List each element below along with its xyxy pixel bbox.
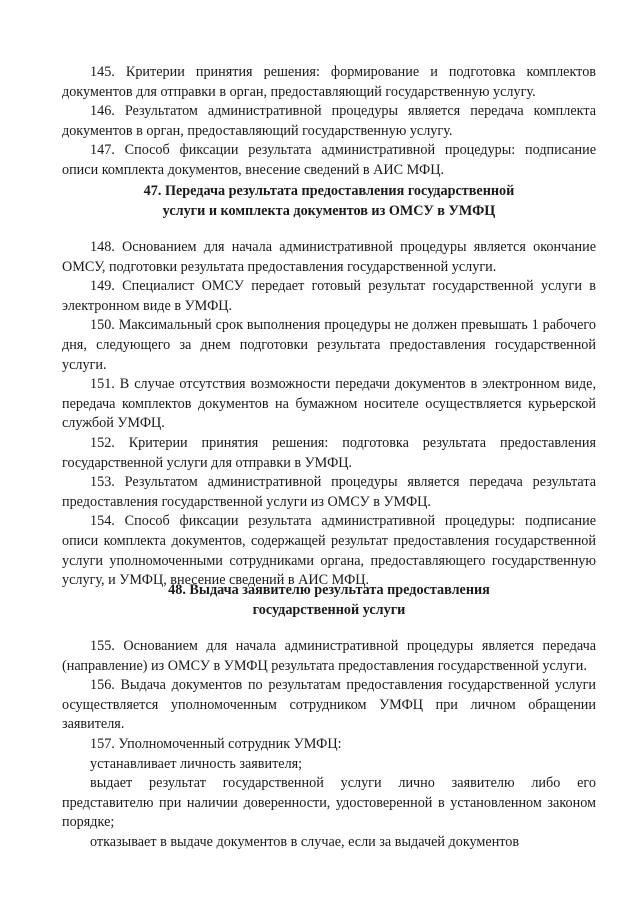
paragraph-148: 148. Основанием для начала административной процедуры является окончание ОМСУ, подготовки результата предоставления государственной услуги. — [62, 239, 596, 275]
paragraph-150: 150. Максимальный срок выполнения процедуры не должен превышать 1 рабочего дня, следующего за днем подготовки результата предоставления государственной услуги. — [62, 317, 596, 373]
list-item-refuse: отказывает в выдаче документов в случае, если за выдачей документов — [90, 833, 520, 850]
paragraph-146: 146. Результатом административной процедуры является передача комплекта документов в орган, предоставляющий государственную услугу. — [62, 103, 596, 139]
paragraph-147: 147. Способ фиксации результата административной процедуры: подписание описи комплекта документов, внесение сведений в АИС МФЦ. — [62, 142, 596, 178]
paragraph-156: 156. Выдача документов по результатам предоставления государственной услуги осуществляется уполномоченным сотрудником УМФЦ при личном обращении заявителя. — [62, 677, 596, 733]
section-47-heading-line2: услуги и комплекта документов из ОМСУ в УМФЦ — [162, 202, 496, 219]
paragraph-153: 153. Результатом административной процедуры является передача результата предоставления государственной услуги из ОМСУ в УМФЦ. — [62, 474, 596, 510]
paragraph-154: 154. Способ фиксации результата административной процедуры: подписание описи комплекта документов, содержащей результат предоставления государственной услуги уполномоченными сотрудниками органа, предоставляющего государственную услугу, и УМФЦ, внесение сведений в АИС МФЦ. — [62, 513, 596, 589]
section-48-heading — [62, 581, 596, 620]
paragraph-151: 151. В случае отсутствия возможности передачи документов в электронном виде, передача комплектов документов на бумажном носителе осуществляется курьерской службой УМФЦ. — [62, 376, 596, 432]
paragraph-145: 145. Критерии принятия решения: формирование и подготовка комплектов документов для отправки в орган, предоставляющий государственную услугу. — [62, 64, 596, 100]
list-item-identity: устанавливает личность заявителя; — [90, 755, 303, 772]
section-48-heading-line2: государственной услуги — [252, 601, 406, 618]
section-48-heading-line1: 48. Выдача заявителю результата предоставления — [168, 582, 490, 598]
top-paragraphs — [62, 63, 596, 181]
section-47-heading — [62, 182, 596, 221]
paragraph-157: 157. Уполномоченный сотрудник УМФЦ: — [90, 735, 342, 752]
section-47-heading-line1: 47. Передача результата предоставления государственной — [143, 183, 515, 199]
paragraph-155: 155. Основанием для начала административной процедуры является передача (направление) из ОМСУ в УМФЦ результата предоставления государственной услуги. — [62, 638, 596, 674]
paragraph-152: 152. Критерии принятия решения: подготовка результата предоставления государственной услуги для отправки в УМФЦ. — [62, 434, 596, 471]
section-47-body — [62, 238, 596, 591]
list-item-issue-result: выдает результат государственной услуги лично заявителю либо его представителю при наличии доверенности, удостоверенной в установленном законом порядке; — [62, 775, 596, 831]
paragraph-149: 149. Специалист ОМСУ передает готовый результат государственной услуги в электронном виде в УМФЦ. — [62, 278, 596, 314]
section-48-body — [62, 637, 596, 853]
